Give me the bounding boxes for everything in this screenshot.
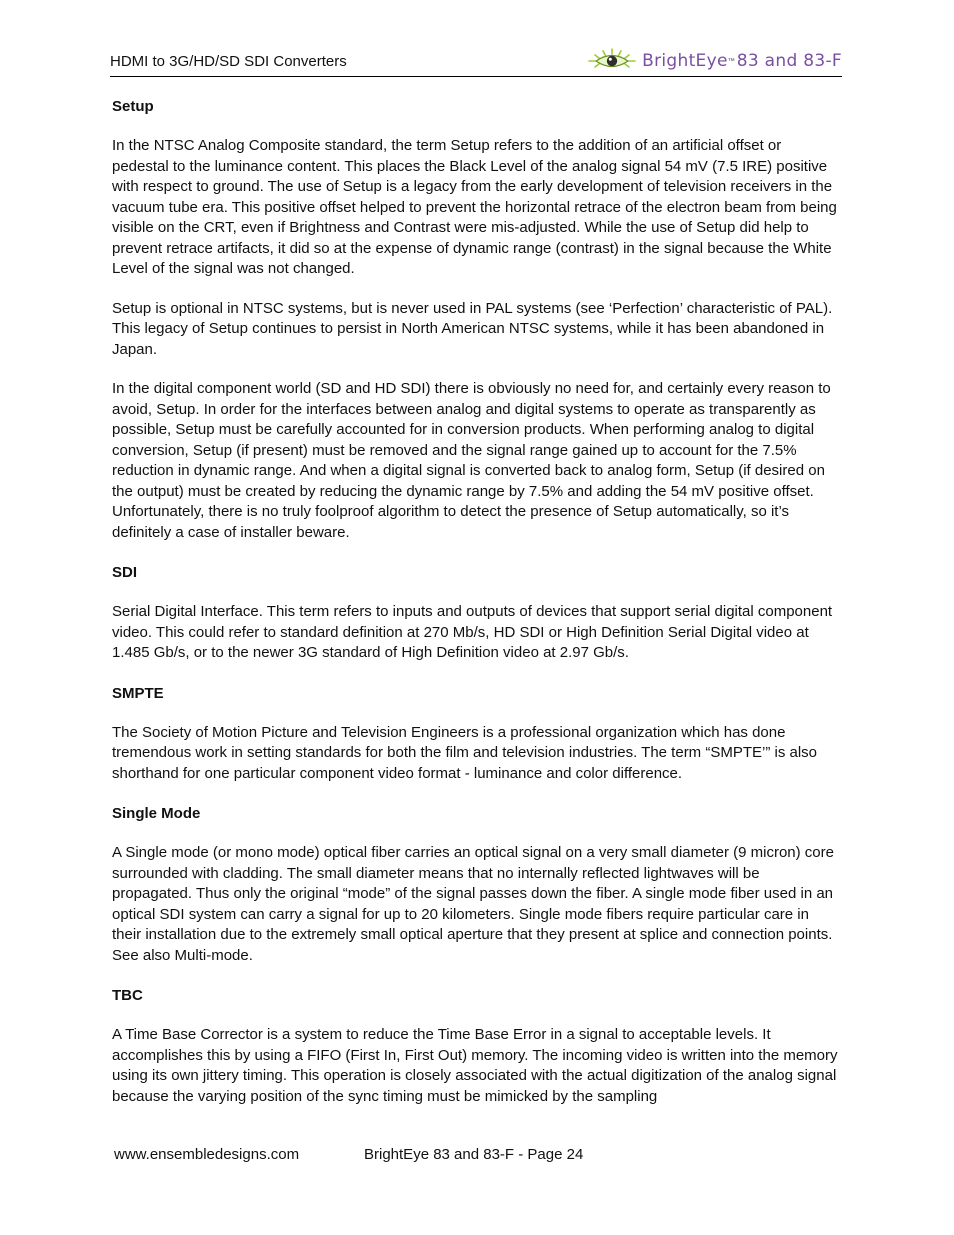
paragraph: A Single mode (or mono mode) optical fiber carries an optical signal on a very small diameter (9 micron) core surrounded with cladding. The small diameter means that no internally reflected lightwaves will be propagated. Thus only the original “mode” of the signal passes down the fiber. A single mode fiber used in an optical SDI system can carry a signal for up to 20 kilometers. Single mode fibers require particular care in their installation due to the extremely small optical aperture that they present at splice and connection points. See also Multi-mode. [112,844,834,964]
section-setup [112,96,842,543]
section-single-mode [112,803,842,966]
section-heading: SMPTE [112,684,164,702]
document-title: HDMI to 3G/HD/SD SDI Converters [110,53,347,70]
header-divider [110,76,842,77]
section-smpte [112,683,842,785]
page-content [112,96,842,1126]
eye-logo-icon [586,46,638,76]
section-heading: TBC [112,987,143,1004]
brighteye-logo [586,46,842,76]
section-heading: Setup [112,98,154,115]
paragraph: The Society of Motion Picture and Television Engineers is a professional organization which has done tremendous work in setting standards for both the film and television industries. The term “SMPTE’” is also shorthand for one particular component video format - luminance and color difference. [112,723,818,782]
paragraph: In the digital component world (SD and HD SDI) there is obviously no need for, and certainly every reason to avoid, Setup. In order for the interfaces between analog and digital systems to operate as transparently as possible, Setup must be carefully accounted for in conversion products. When performing analog to digital conversion, Setup (if present) must be removed and the signal range gained up to account for the 7.5% reduction in dynamic range. And when a digital signal is converted back to analog form, Setup (if desired on the output) must be created by reducing the dynamic range by 7.5% and adding the 54 mV positive offset. Unfortunately, there is no truly foolproof algorithm to detect the presence of Setup automatically, so it’s definitely a case of installer beware. [112,380,831,541]
paragraph: Serial Digital Interface. This term refers to inputs and outputs of devices that support serial digital component video. This could refer to standard definition at 270 Mb/s, HD SDI or High Definition Serial Digital video at 1.485 Gb/s, or to the newer 3G standard of High Definition video at 2.97 Gb/s. [112,603,833,661]
section-tbc [112,985,842,1107]
section-heading: Single Mode [112,805,201,822]
paragraph: A Time Base Corrector is a system to reduce the Time Base Error in a signal to acceptable levels. It accomplishes this by using a FIFO (First In, First Out) memory. The incoming video is written into the memory using its own jittery timing. This operation is closely associated with the actual digitization of the analog signal because the varying position of the sync timing must be mimicked by the sampling [112,1026,838,1105]
section-sdi [112,562,842,664]
paragraph: In the NTSC Analog Composite standard, the term Setup refers to the addition of an artificial offset or pedestal to the luminance content. This places the Black Level of the analog signal 54 mV (7.5 IRE) positive with respect to ground. The use of Setup is a legacy from the early development of television receivers in the vacuum tube era. This positive offset helped to prevent the horizontal retrace of the electron beam from being visible on the CRT, even if Brightness and Contrast were mis-adjusted. While the use of Setup did help to prevent retrace artifacts, it did so at the expense of dynamic range (contrast) in the signal because the White Level of the signal was not changed. [112,137,837,277]
paragraph: Setup is optional in NTSC systems, but is never used in PAL systems (see ‘Perfection’ characteristic of PAL). This legacy of Setup continues to persist in North American NTSC systems, while it has been abandoned in Japan. [112,299,833,358]
logo-brand-text: BrightEye [642,51,728,71]
section-heading: SDI [112,564,138,581]
page-header [110,46,842,78]
logo-model-text: 83 and 83-F [736,51,842,71]
footer-website-link[interactable]: www.ensembledesigns.com [114,1146,300,1163]
footer-page-number: BrightEye 83 and 83-F - Page 24 [364,1146,584,1163]
logo-trademark: ™ [727,57,735,65]
